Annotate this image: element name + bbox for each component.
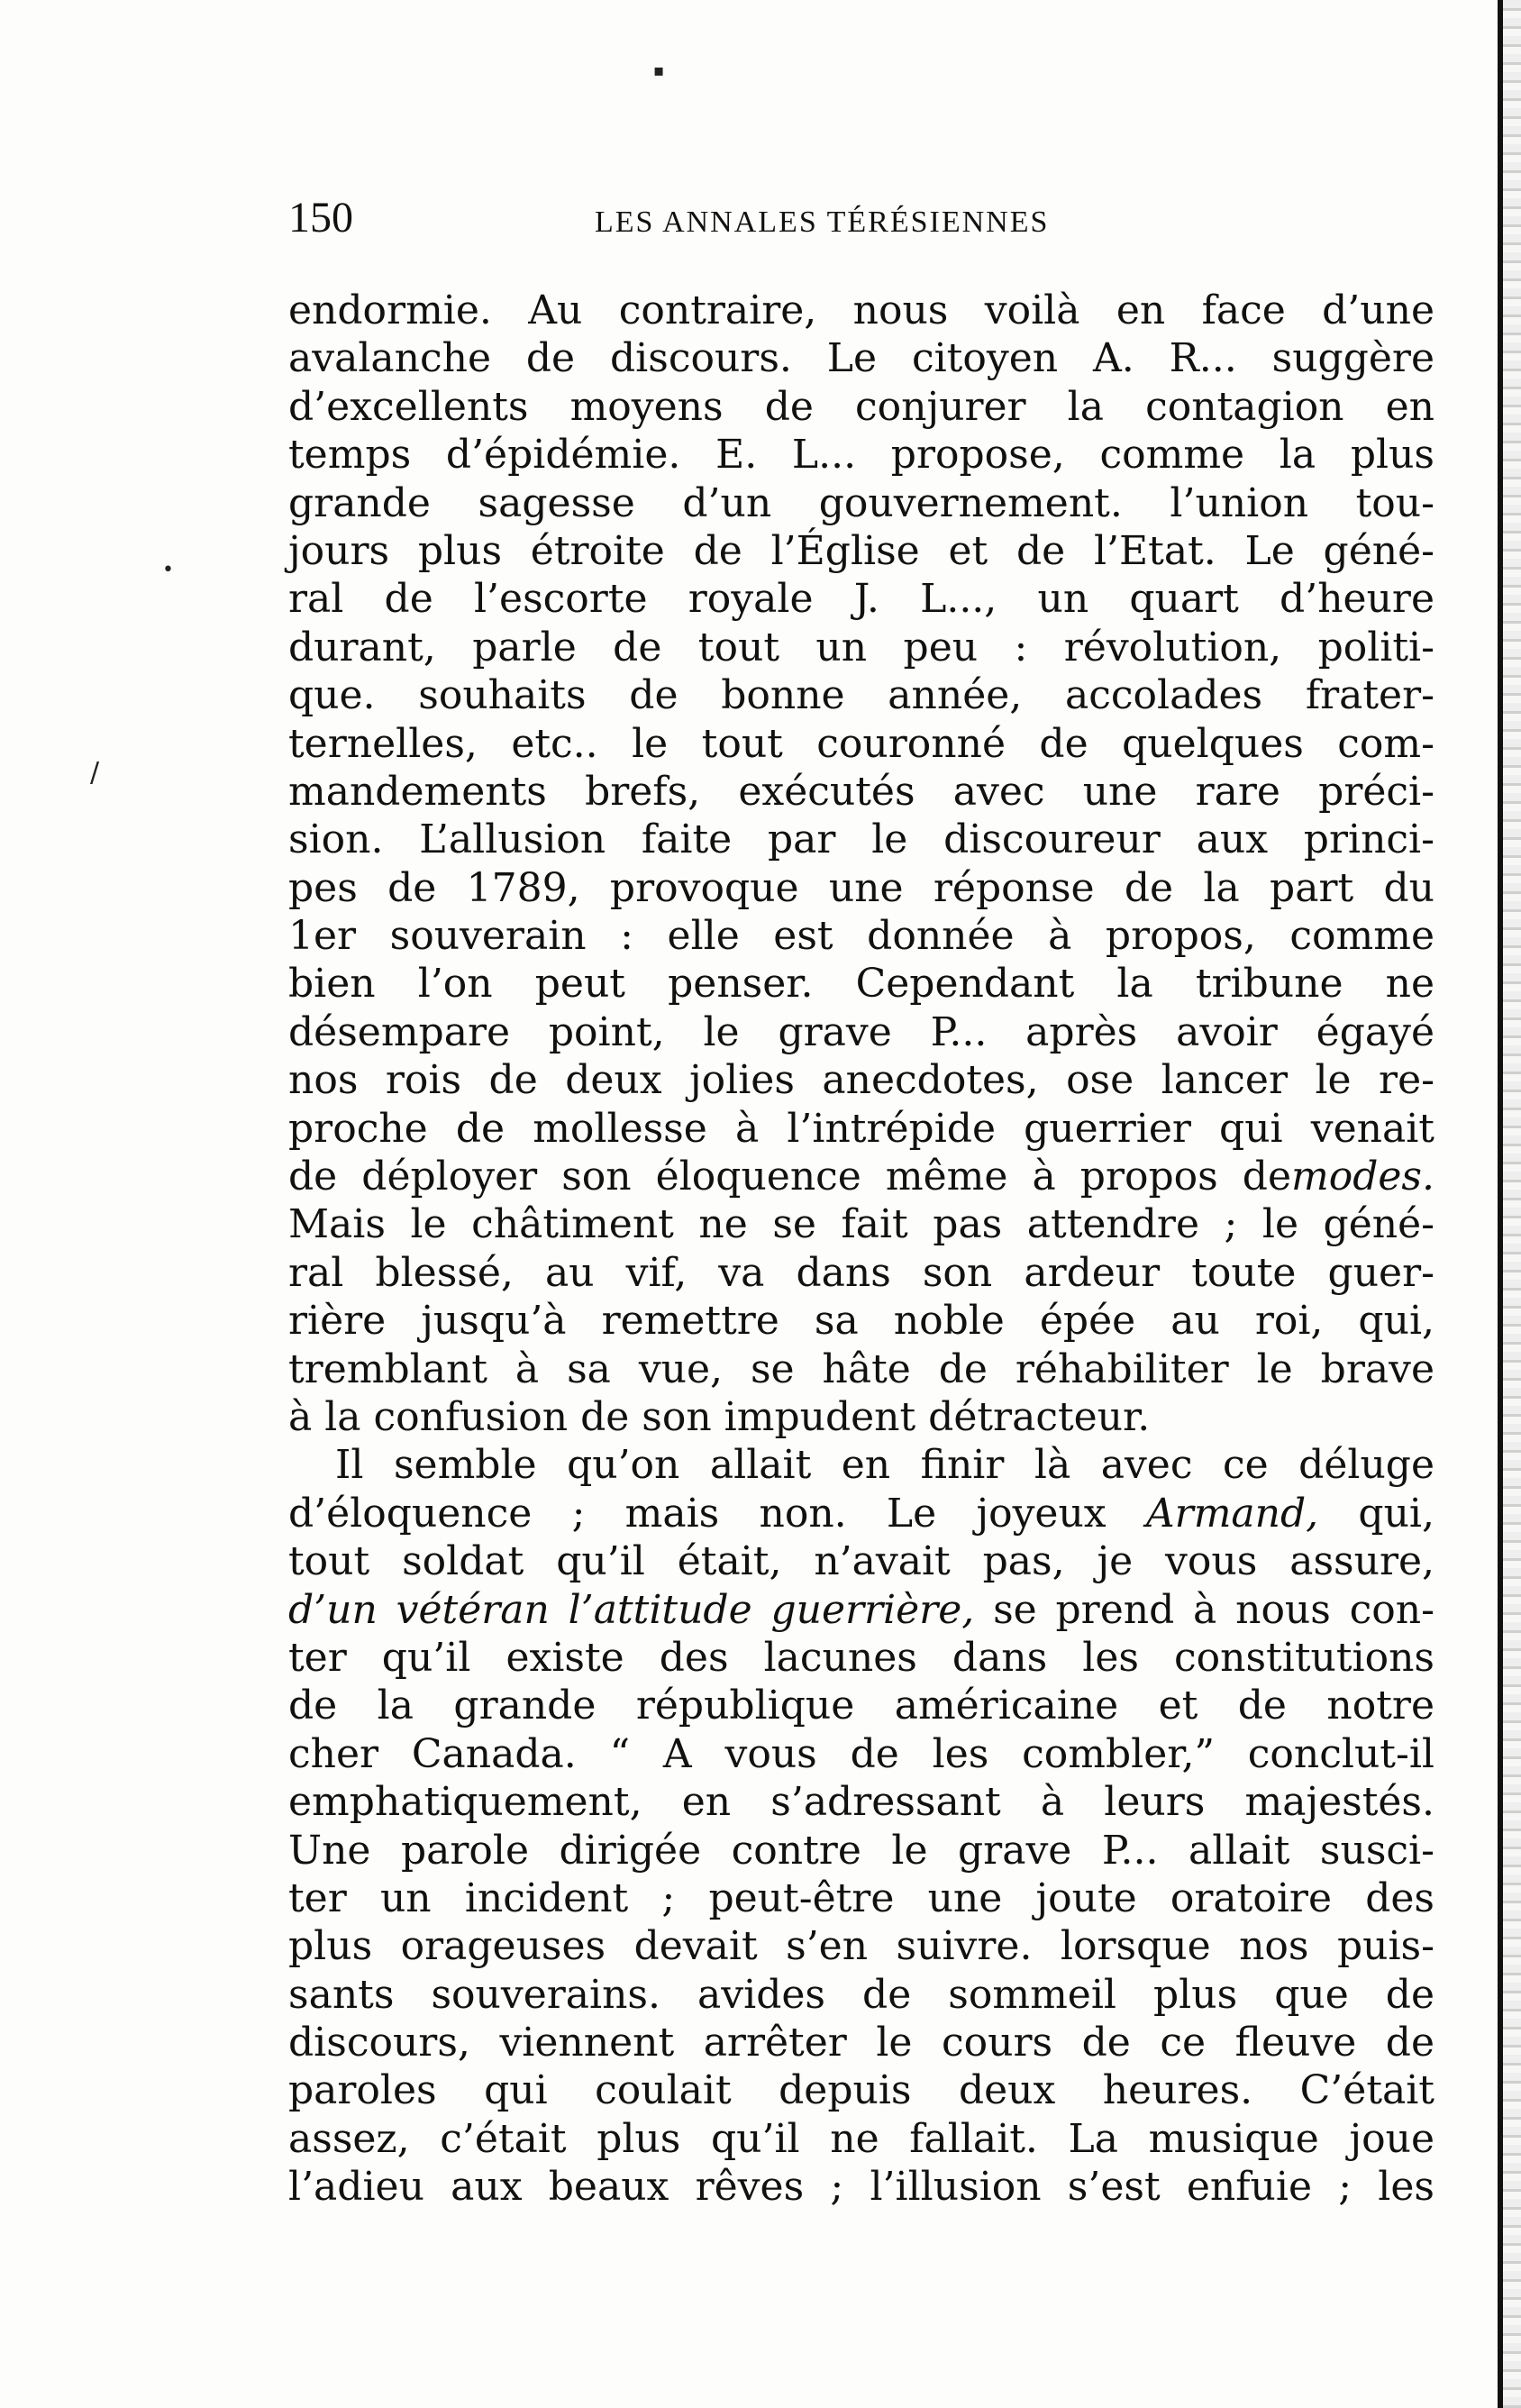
text-line: plus orageuses devait s’en suivre. lorsque nos puis- bbox=[288, 1923, 1434, 1970]
text-line: désempare point, le grave P... après avoir égayé bbox=[288, 1008, 1434, 1055]
text-line: mandements brefs, exécutés avec une rare préci- bbox=[288, 768, 1434, 815]
text-line: paroles qui coulait depuis deux heures. C’était bbox=[288, 2067, 1434, 2114]
text-line: pes de 1789, provoque une réponse de la part du bbox=[288, 864, 1434, 911]
text-line: ral de l’escorte royale J. L..., un quart d’heure bbox=[288, 576, 1434, 623]
text-line bbox=[288, 1490, 1434, 1537]
text-line: Une parole dirigée contre le grave P... allait susci- bbox=[288, 1827, 1434, 1874]
text-line: bien l’on peut penser. Cependant la tribune ne bbox=[288, 961, 1434, 1008]
text-line: tout soldat qu’il était, n’avait pas, je vous assure, bbox=[288, 1538, 1434, 1585]
italic-word: modes. bbox=[1291, 1154, 1434, 1200]
text-line: endormie. Au contraire, nous voilà en face d’une bbox=[288, 287, 1434, 333]
text-line: emphatiquement, en s’adressant à leurs majestés. bbox=[288, 1779, 1434, 1826]
text-line: sion. L’allusion faite par le discoureur aux princi- bbox=[288, 816, 1434, 863]
italic-name: Armand, bbox=[1145, 1490, 1319, 1537]
margin-mark: / bbox=[90, 757, 100, 789]
text-line: rière jusqu’à remettre sa noble épée au roi, qui, bbox=[288, 1298, 1434, 1345]
text-line: grande sagesse d’un gouvernement. l’union tou- bbox=[288, 479, 1434, 526]
text-line: ternelles, etc.. le tout couronné de quelques com- bbox=[288, 720, 1434, 767]
text-line: assez, c’était plus qu’il ne fallait. La musique joue bbox=[288, 2115, 1434, 2162]
text-line: ter qu’il existe des lacunes dans les constitutions bbox=[288, 1634, 1434, 1681]
text-line bbox=[288, 1586, 1434, 1634]
text-line: à la confusion de son impudent détracteur. bbox=[288, 1393, 1151, 1440]
text-line: ral blessé, au vif, va dans son ardeur toute guer- bbox=[288, 1249, 1434, 1296]
text-line: que. souhaits de bonne année, accolades frater- bbox=[288, 672, 1434, 719]
text-line: Il semble qu’on allait en finir là avec ce déluge bbox=[335, 1442, 1434, 1489]
running-title: LES ANNALES TÉRÉSIENNES bbox=[595, 205, 1050, 239]
text-line: temps d’épidémie. E. L... propose, comme la plus bbox=[288, 432, 1434, 479]
text-line: jours plus étroite de l’Église et de l’Etat. Le géné- bbox=[288, 527, 1434, 574]
text-line: ter un incident ; peut-être une joute oratoire des bbox=[288, 1874, 1434, 1921]
text-line: Mais le châtiment ne se fait pas attendre ; le géné- bbox=[288, 1201, 1434, 1248]
italic-phrase: d’un vétéran l’attitude guerrière, bbox=[288, 1586, 975, 1633]
line-segment: d’éloquence ; mais non. Le joyeux bbox=[288, 1490, 1107, 1537]
body-text bbox=[288, 287, 1434, 2212]
text-line: sants souverains. avides de sommeil plus que de bbox=[288, 1971, 1434, 2018]
text-line: 1er souverain : elle est donnée à propos, comme bbox=[288, 913, 1434, 960]
running-header bbox=[288, 193, 1189, 256]
line-segment: se prend à nous con- bbox=[993, 1586, 1434, 1633]
margin-speck: ▪ bbox=[653, 61, 665, 80]
margin-speck: • bbox=[162, 559, 174, 581]
text-line bbox=[288, 1153, 1434, 1200]
text-line: discours, viennent arrêter le cours de ce fleuve de bbox=[288, 2020, 1434, 2066]
text-line: proche de mollesse à l’intrépide guerrier qui venait bbox=[288, 1105, 1434, 1152]
text-line: nos rois de deux jolies anecdotes, ose lancer le re- bbox=[288, 1057, 1434, 1104]
text-line: avalanche de discours. Le citoyen A. R... suggère bbox=[288, 335, 1434, 382]
page-edge-shadow bbox=[1503, 0, 1521, 2408]
page-edge bbox=[1498, 0, 1503, 2408]
text-line: l’adieu aux beaux rêves ; l’illusion s’est enfuie ; les bbox=[288, 2164, 1434, 2211]
line-segment: de déployer son éloquence même à propos de bbox=[288, 1154, 1292, 1200]
text-line: de la grande république américaine et de notre bbox=[288, 1683, 1434, 1729]
text-line: tremblant à sa vue, se hâte de réhabiliter le brave bbox=[288, 1345, 1434, 1392]
line-segment: qui, bbox=[1358, 1490, 1434, 1537]
text-line: cher Canada. “ A vous de les combler,” conclut-il bbox=[288, 1730, 1434, 1777]
page-number: 150 bbox=[288, 194, 353, 242]
text-line: durant, parle de tout un peu : révolution, politi- bbox=[288, 624, 1434, 670]
text-line: d’excellents moyens de conjurer la contagion en bbox=[288, 383, 1434, 430]
